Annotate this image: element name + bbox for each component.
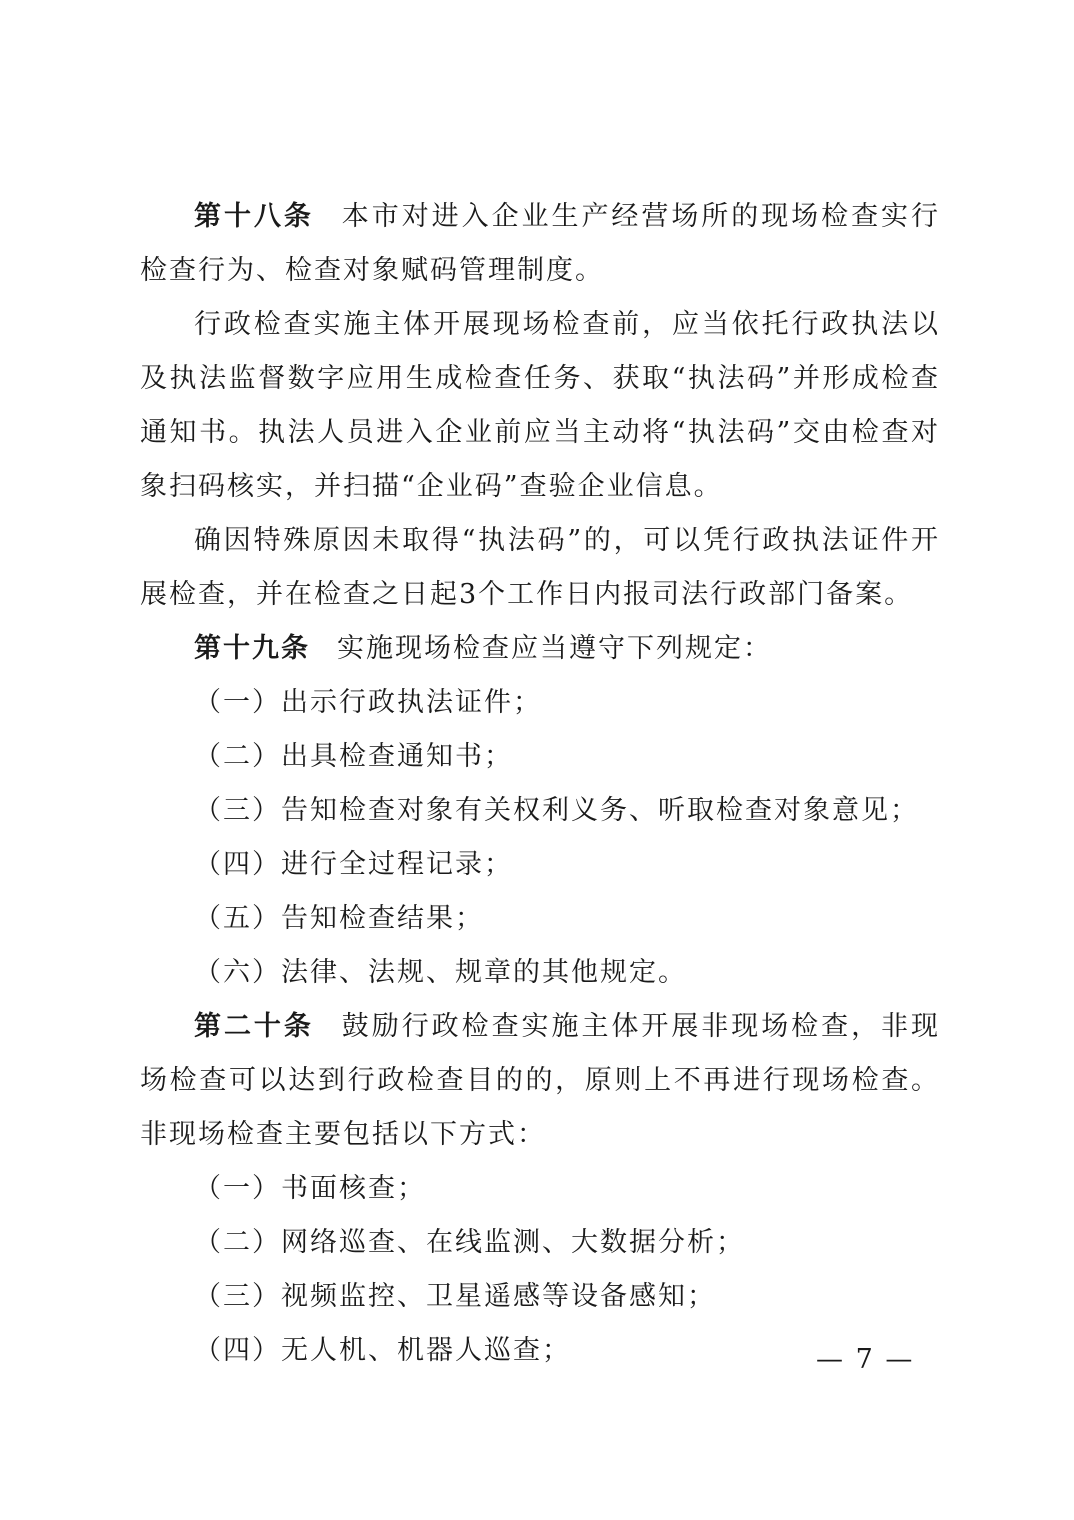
article-19-text: 实施现场检查应当遵守下列规定：: [337, 633, 772, 664]
article-20-item-1: （一）书面核查；: [194, 1173, 426, 1204]
article-19-heading: 第十九条: [194, 633, 310, 664]
article-18-text: 本市对进入企业生产经营场所的现场检查实行检查行为、检查对象赋码管理制度。: [140, 201, 941, 286]
document-body: [140, 190, 940, 1378]
article-20-paragraph: [140, 1000, 940, 1162]
article-20-text: 鼓励行政检查实施主体开展非现场检查，非现场检查可以达到行政检查目的的，原则上不再进行现场检查。非现场检查主要包括以下方式：: [140, 1011, 941, 1150]
page-number: — 7 —: [816, 1344, 915, 1375]
article-18-clause-2: 行政检查实施主体开展现场检查前，应当依托行政执法以及执法监督数字应用生成检查任务、获取“执法码”并形成检查通知书。执法人员进入企业前应当主动将“执法码”交由检查对象扫码核实，并扫描“企业码”查验企业信息。: [140, 309, 940, 502]
article-19-item-5: （五）告知检查结果；: [194, 903, 484, 934]
article-20-heading: 第二十条: [194, 1011, 314, 1042]
article-19-item-3: （三）告知检查对象有关权利义务、听取检查对象意见；: [194, 795, 919, 826]
article-19-item-4: （四）进行全过程记录；: [194, 849, 513, 880]
article-19-paragraph: [140, 622, 940, 676]
article-18-paragraph: [140, 190, 940, 298]
article-19-item-2: （二）出具检查通知书；: [194, 741, 513, 772]
article-19-item-6: （六）法律、法规、规章的其他规定。: [194, 957, 687, 988]
article-20-item-3: （三）视频监控、卫星遥感等设备感知；: [194, 1281, 716, 1312]
article-18-heading: 第十八条: [194, 201, 314, 232]
article-18-clause-3: 确因特殊原因未取得“执法码”的，可以凭行政执法证件开展检查，并在检查之日起3个工作日内报司法行政部门备案。: [140, 525, 940, 610]
article-20-item-4: （四）无人机、机器人巡查；: [194, 1335, 571, 1366]
article-19-item-1: （一）出示行政执法证件；: [194, 687, 542, 718]
article-20-item-2: （二）网络巡查、在线监测、大数据分析；: [194, 1227, 745, 1258]
